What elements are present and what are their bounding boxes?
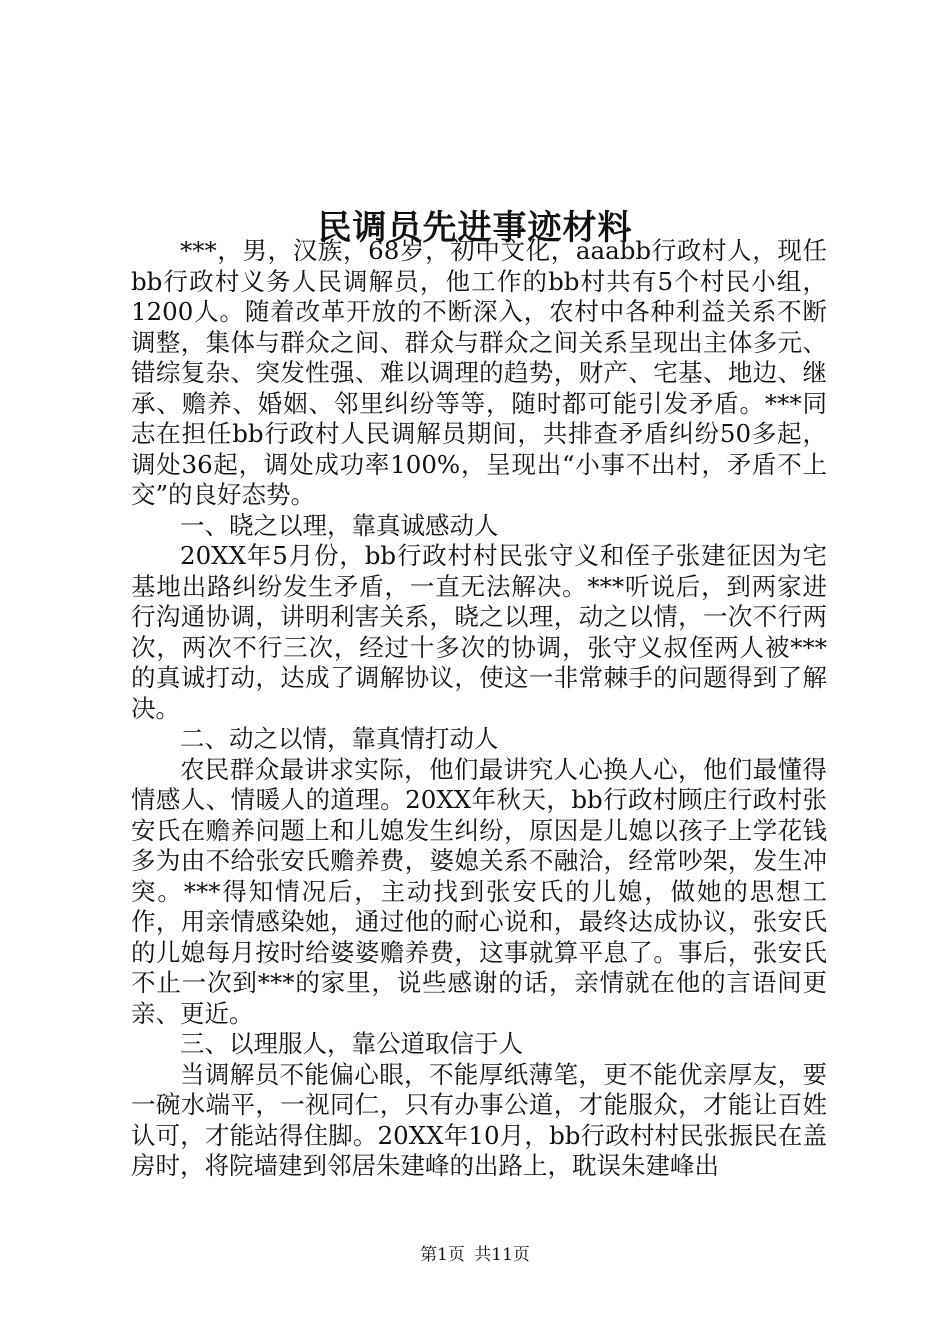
document-title: 民调员先进事迹材料 (317, 207, 633, 248)
section-heading-1: 一、晓之以理，靠真诚感动人 (180, 510, 499, 540)
section-2-paragraph: 农民群众最讲求实际，他们最讲究人心换人心，他们最懂得情感人、情暖人的道理。20XX年秋天，bb行政村顾庄行政村张安氏在赡养问题上和儿媳发生纠纷，原因是儿媳以孩子上学花钱多为由不给张安氏赡养费，婆媳关系不融洽，经常吵架，发生冲突。***得知情况后，主动找到张安氏的儿媳，做她的思想工作，用亲情感染她，通过他的耐心说和，最终达成协议，张安氏的儿媳每月按时给婆婆赡养费，这事就算平息了。事后，张安氏不止一次到***的家里，说些感谢的话，亲情就在他的言语间更亲、更近。 (131, 754, 827, 1028)
document-body (131, 236, 827, 1182)
page-footer: 第1页 共11页 (420, 1245, 530, 1265)
section-1-paragraph: 20XX年5月份，bb行政村村民张守义和侄子张建征因为宅基地出路纠纷发生矛盾，一直无法解决。***听说后，到两家进行沟通协调，讲明利害关系，晓之以理，动之以情，一次不行两次，两次不行三次，经过十多次的协调，张守义叔侄两人被***的真诚打动，达成了调解协议，使这一非常棘手的问题得到了解决。 (131, 541, 827, 723)
intro-paragraph: ***，男，汉族，68岁，初中文化，aaabb行政村人，现任bb行政村义务人民调解员，他工作的bb村共有5个村民小组，1200人。随着改革开放的不断深入，农村中各种利益关系不断调整，集体与群众之间、群众与群众之间关系呈现出主体多元、错综复杂、突发性强、难以调理的趋势，财产、宅基、地边、继承、赡养、婚姻、邻里纠纷等等，随时都可能引发矛盾。***同志在担任bb行政村人民调解员期间，共排查矛盾纠纷50多起，调处36起，调处成功率100%，呈现出“小事不出村，矛盾不上交”的良好态势。 (131, 236, 827, 509)
section-3-paragraph: 当调解员不能偏心眼，不能厚纸薄笔，更不能优亲厚友，要一碗水端平，一视同仁，只有办事公道，才能服众，才能让百姓认可，才能站得住脚。20XX年10月，bb行政村村民张振民在盖房时，将院墙建到邻居朱建峰的出路上，耽误朱建峰出 (131, 1059, 827, 1180)
section-heading-2: 二、动之以情，靠真情打动人 (180, 724, 499, 753)
section-heading-3: 三、以理服人，靠公道取信于人 (180, 1029, 523, 1058)
